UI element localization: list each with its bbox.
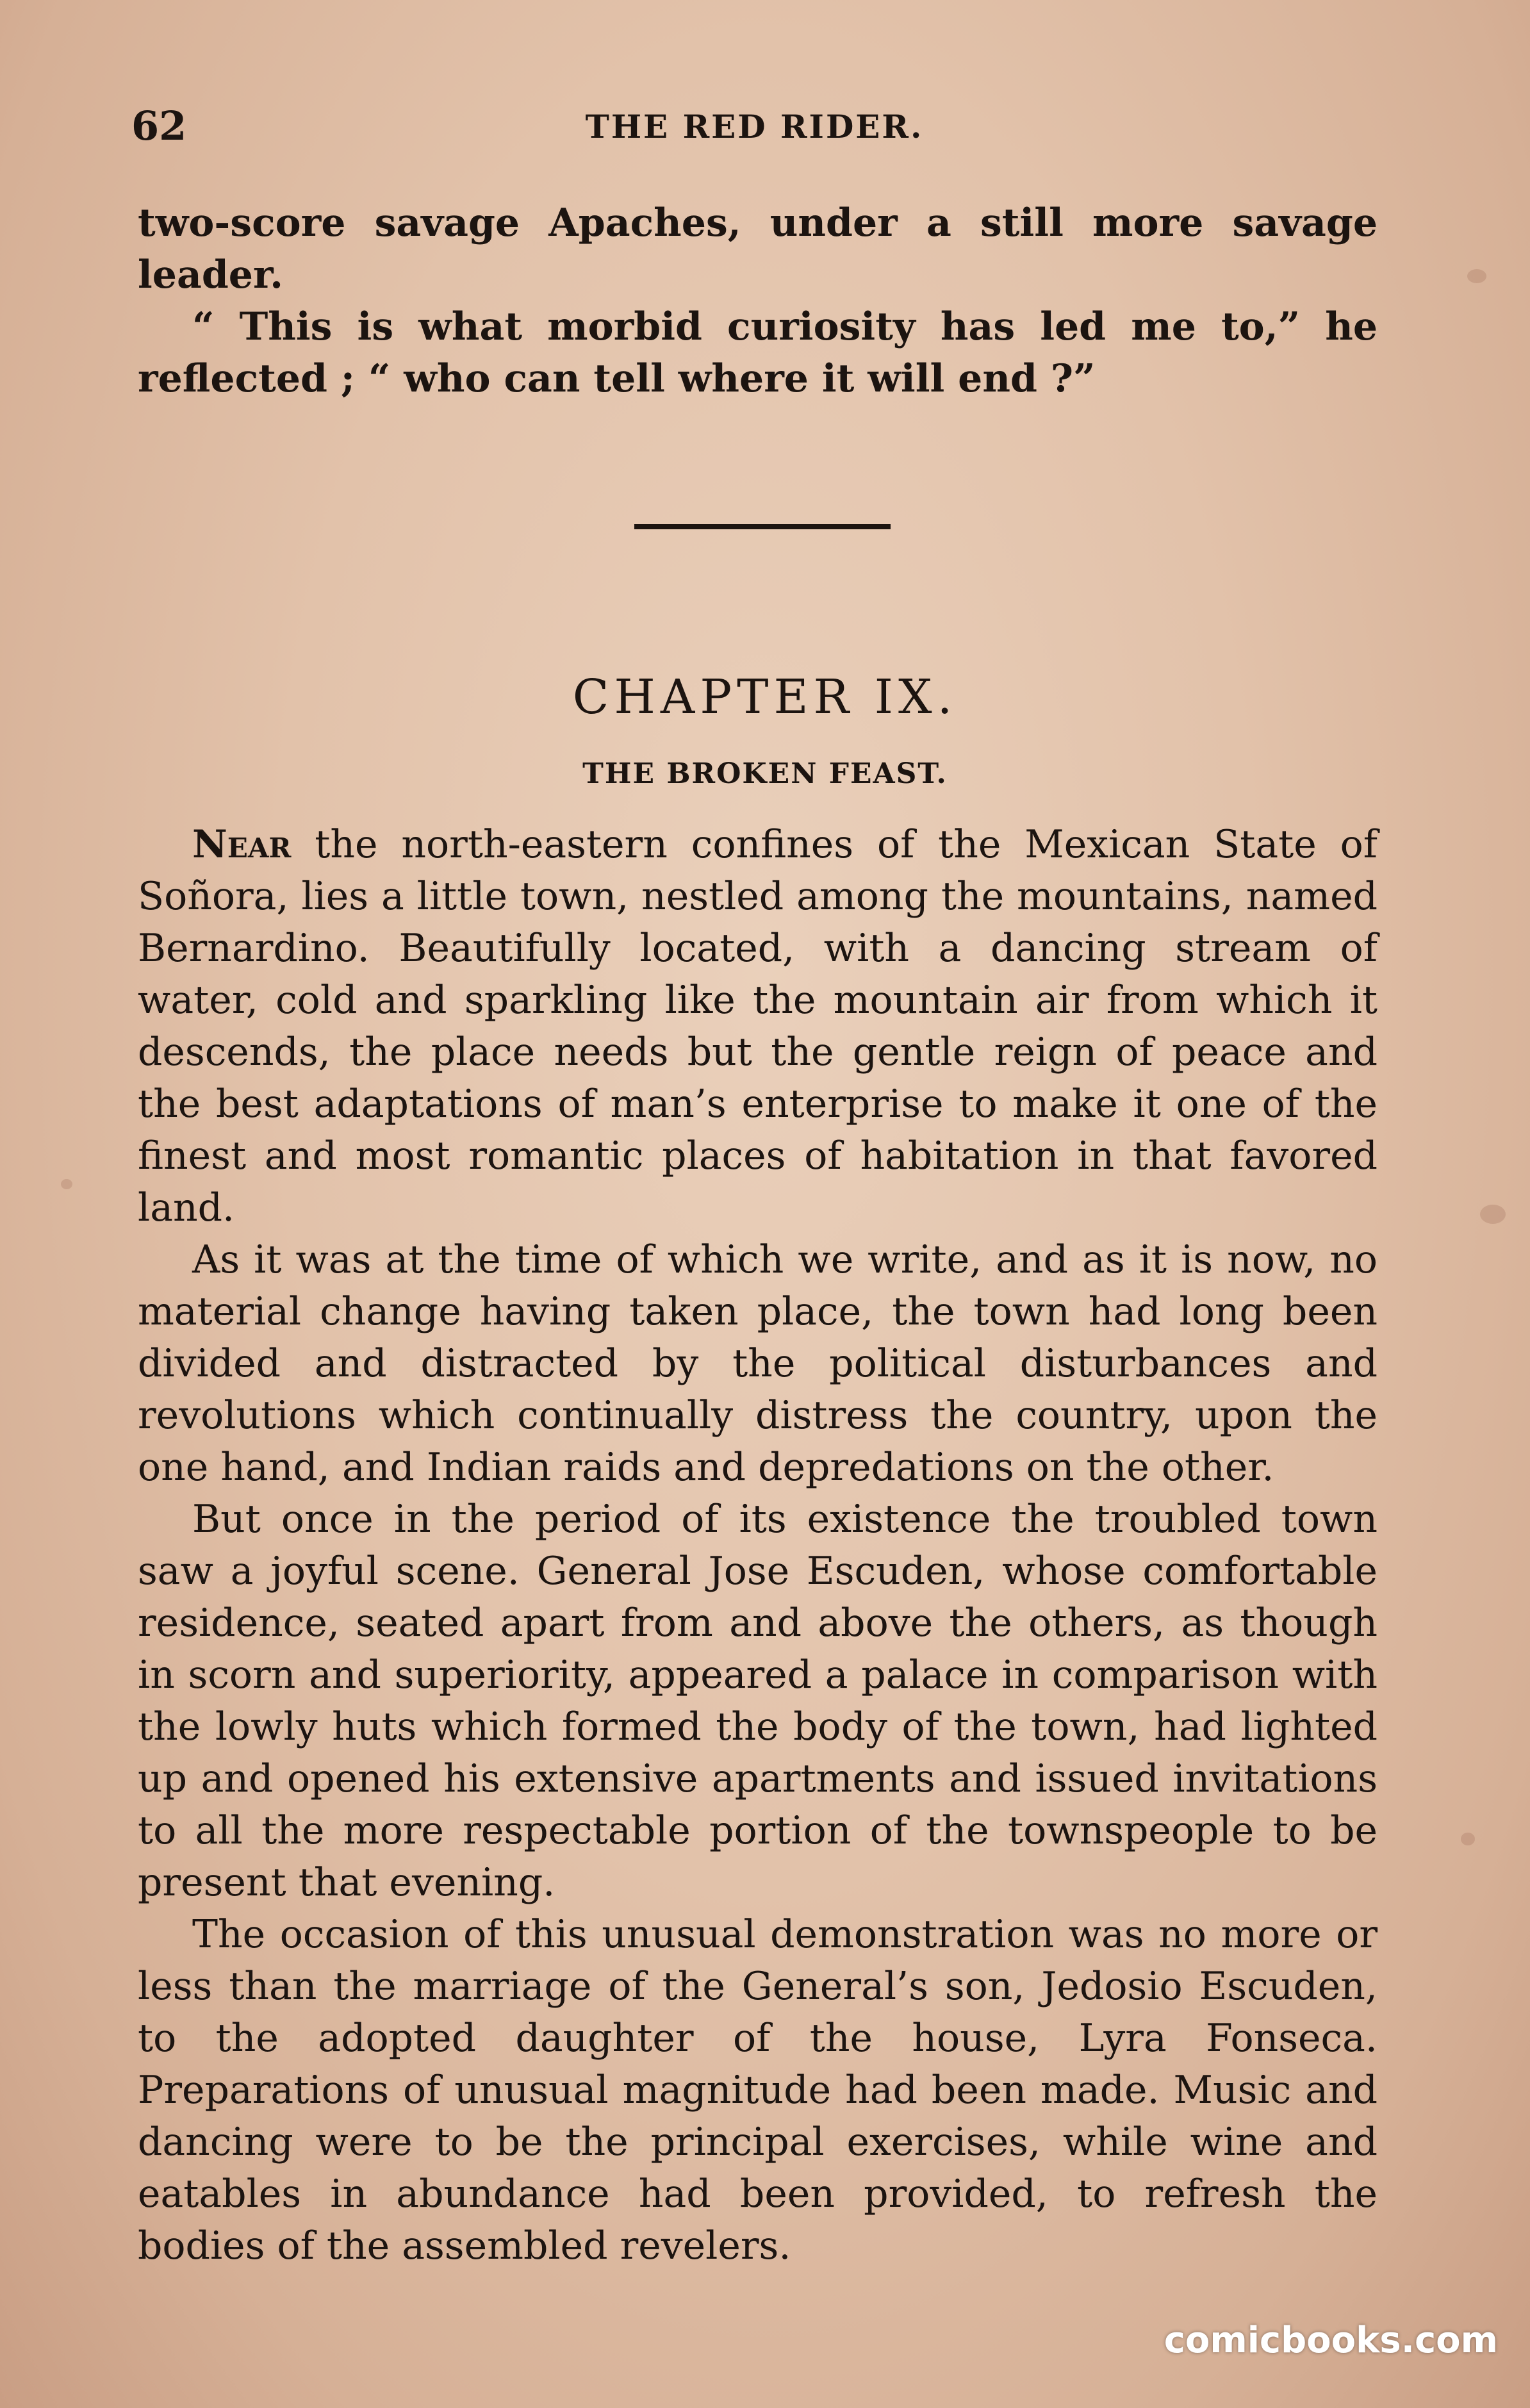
top-text xyxy=(138,197,1378,405)
running-head: THE RED RIDER. xyxy=(585,108,924,145)
chapter-subtitle: THE BROKEN FEAST. xyxy=(582,757,948,790)
paragraph xyxy=(138,819,1378,1234)
body-text xyxy=(138,819,1378,2272)
paragraph: As it was at the time of which we write, and as it is now, no material change having taken place, the town had long been divided and distracted by the political disturbances and revolutions which continually distress the country, upon the one hand, and Indian raids and depredations on the other. xyxy=(138,1237,1378,1490)
page-number: 62 xyxy=(131,103,187,149)
page-header xyxy=(131,103,1378,160)
paragraph-text: the north-eastern confines of the Mexican State of Soñora, lies a little town, nestled among the mountains, named Bernardino. Beautifully located, with a dancing stream of water, cold and sparkling like the mountain air from which it descends, the place needs but the gentle reign of peace and the best adaptations of man’s enterprise to make it one of the finest and most romantic places of habitation in that favored land. xyxy=(138,822,1378,1230)
paragraph: But once in the period of its existence the troubled town saw a joyful scene. General Jose Escuden, whose comfortable residence, seated apart from and above the others, as though in scorn and superiority, appeared a palace in comparison with the lowly huts which formed the body of the town, had lighted up and opened his extensive apartments and issued invitations to all the more respectable portion of the townspeople to be present that evening. xyxy=(138,1497,1378,1905)
paragraph: two-score savage Apaches, under a still more savage leader. xyxy=(138,201,1378,297)
section-divider xyxy=(634,524,891,529)
stain xyxy=(61,1179,72,1189)
stain xyxy=(1480,1205,1506,1224)
stain xyxy=(1461,1833,1475,1845)
opening-word: Near xyxy=(192,822,292,867)
paragraph: The occasion of this unusual demonstration was no more or less than the marriage of the General’s son, Jedosio Escuden, to the adopted daughter of the house, Lyra Fonseca. Preparations of unusual magnitude had been made. Music and dancing were to be the principal exercises, while wine and eatables in abundance had been provided, to refresh the bodies of the assembled revelers. xyxy=(138,1912,1378,2268)
chapter-title: CHAPTER IX. xyxy=(572,670,958,725)
stain xyxy=(1467,269,1486,283)
watermark: comicbooks.com xyxy=(1164,2320,1498,2361)
paragraph: “ This is what morbid curiosity has led me to,” he reflected ; “ who can tell where it will end ?” xyxy=(138,304,1378,401)
